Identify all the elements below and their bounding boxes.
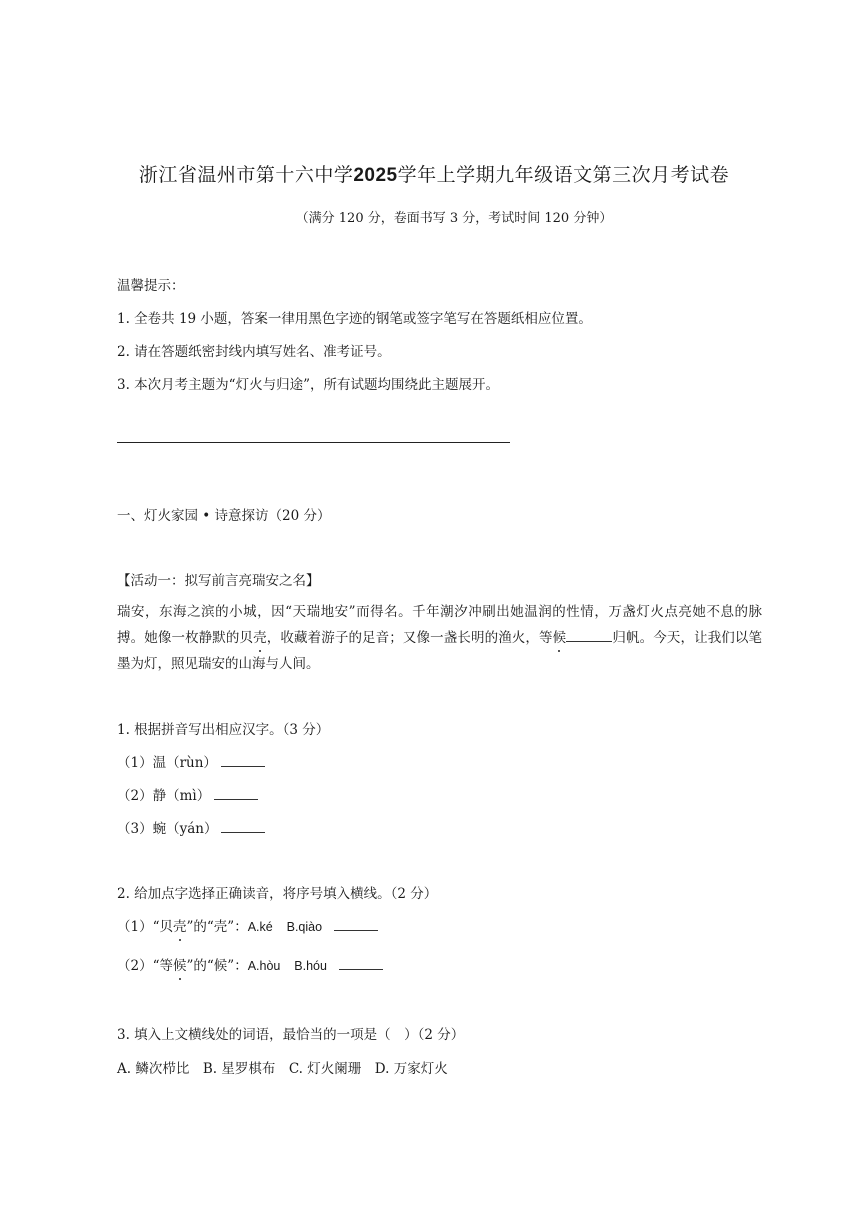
q1-item-2 bbox=[117, 784, 258, 804]
section-heading: 一、灯火家园 • 诗意探访（20 分） bbox=[117, 508, 331, 524]
q1-item-3 bbox=[117, 817, 265, 837]
q2-item-1-prefix: （1）“贝 bbox=[117, 919, 173, 935]
tips-heading: 温馨提示： bbox=[117, 278, 185, 294]
passage-text-c: 归帆。今天，让我们以笔墨为灯，照见瑞安的山海与人间。 bbox=[117, 630, 763, 672]
passage-text-a: 瑞安，东海之滨的小城，因“天瑞地安”而得名。千年潮汐冲刷出她温润的性情，万盏灯火点亮她不息的脉搏。她像一枚静默的贝 bbox=[117, 604, 762, 646]
passage-paragraph bbox=[117, 599, 762, 677]
activity-heading: 【活动一：拟写前言亮瑞安之名】 bbox=[117, 573, 320, 589]
q2-item-2 bbox=[117, 954, 383, 974]
q2-item-2-blank[interactable] bbox=[339, 957, 383, 970]
q2-item-1-suffix: ”的“壳”： bbox=[186, 919, 248, 935]
q2-item-2-prefix: （2）“等 bbox=[117, 958, 173, 974]
tip-item-1: 1. 全卷共 19 小题，答案一律用黑色字迹的钢笔或签字笔写在答题纸相应位置。 bbox=[117, 311, 592, 327]
q2-item-1-options: A.ké B.qiào bbox=[247, 920, 323, 934]
q3-stem: 3. 填入上文横线处的词语，最恰当的一项是（ ）（2 分） bbox=[117, 1027, 465, 1043]
q2-item-2-dotted-char: 候 bbox=[173, 958, 187, 974]
passage-text-b: ，收藏着游子的足音；又像一盏长明的渔火，等 bbox=[266, 630, 553, 646]
q2-item-1-blank[interactable] bbox=[334, 918, 378, 931]
dotted-char-ke: 壳 bbox=[253, 630, 267, 646]
tip-item-3: 3. 本次月考主题为“灯火与归途”，所有试题均围绕此主题展开。 bbox=[117, 377, 499, 393]
q1-item-2-blank[interactable] bbox=[214, 787, 258, 800]
q2-stem: 2. 给加点字选择正确读音，将序号填入横线。（2 分） bbox=[117, 886, 438, 902]
q3-options: A. 鳞次栉比 B. 星罗棋布 C. 灯火阑珊 D. 万家灯火 bbox=[117, 1061, 448, 1077]
exam-info: （满分 120 分，卷面书写 3 分，考试时间 120 分钟） bbox=[295, 211, 613, 226]
q2-item-1-dotted-char: 壳 bbox=[173, 919, 187, 935]
page-title bbox=[0, 160, 868, 187]
title-suffix: 学年上学期九年级语文第三次月考试卷 bbox=[397, 164, 730, 186]
q1-item-3-blank[interactable] bbox=[221, 820, 265, 833]
q2-item-1 bbox=[117, 915, 378, 935]
tip-item-2: 2. 请在答题纸密封线内填写姓名、准考证号。 bbox=[117, 344, 391, 360]
separator-line bbox=[117, 442, 510, 443]
q1-item-1-label: （1）温（rùn） bbox=[117, 755, 217, 771]
passage-blank[interactable] bbox=[566, 629, 612, 642]
q1-item-1-blank[interactable] bbox=[221, 754, 265, 767]
q2-item-2-suffix: ”的“候”： bbox=[186, 958, 248, 974]
q2-item-2-options: A.hòu B.hóu bbox=[247, 959, 327, 973]
q1-item-3-label: （3）蜿（yán） bbox=[117, 821, 218, 837]
q1-stem: 1. 根据拼音写出相应汉字。（3 分） bbox=[117, 722, 330, 738]
q1-item-2-label: （2）静（mì） bbox=[117, 788, 211, 804]
dotted-char-hou: 候 bbox=[552, 630, 567, 646]
q1-item-1 bbox=[117, 751, 265, 771]
title-prefix: 浙江省温州市第十六中学 bbox=[138, 164, 354, 186]
title-year: 2025 bbox=[353, 165, 398, 186]
